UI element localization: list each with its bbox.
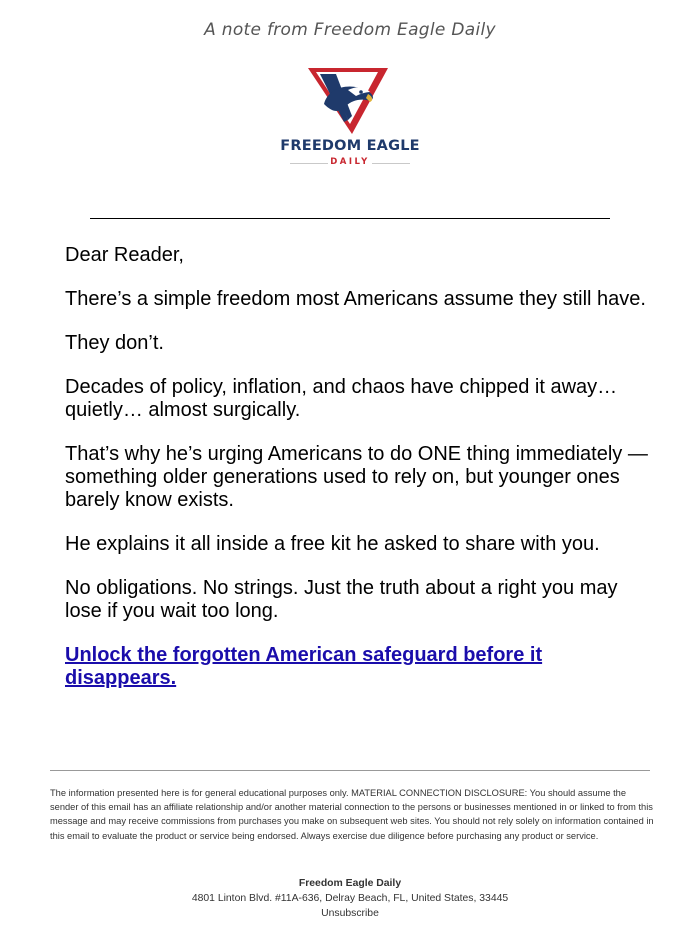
eagle-icon	[308, 68, 392, 136]
paragraph: There’s a simple freedom most Americans assume they still have.	[65, 288, 646, 310]
paragraph: Decades of policy, inflation, and chaos have chipped it away… quietly… almost surgically.	[65, 376, 618, 421]
paragraph: He explains it all inside a free kit he asked to share with you.	[65, 533, 600, 555]
logo-wordmark: FREEDOM EAGLE	[280, 138, 420, 154]
footer	[0, 876, 700, 921]
logo-sub-row	[282, 157, 418, 169]
footer-company: Freedom Eagle Daily	[298, 878, 402, 889]
greeting: Dear Reader,	[65, 244, 184, 266]
letter-body	[65, 244, 650, 711]
paragraph: That’s why he’s urging Americans to do ONE thing immediately — something older generations used to rely on, but younger ones barely know exists.	[65, 443, 648, 511]
paragraph: No obligations. No strings. Just the truth about a right you may lose if you wait too long.	[65, 577, 618, 622]
divider	[50, 770, 650, 771]
cta-paragraph	[65, 644, 650, 690]
divider	[90, 218, 610, 219]
unsubscribe-link[interactable]: Unsubscribe	[321, 908, 379, 919]
header-note: A note from Freedom Eagle Daily	[204, 20, 496, 40]
paragraph: They don’t.	[65, 332, 164, 354]
logo-subtitle: DAILY	[330, 157, 370, 167]
footer-address: 4801 Linton Blvd. #11A-636, Delray Beach, FL, United States, 33445	[191, 893, 509, 904]
brand-logo	[280, 68, 420, 172]
disclaimer: The information presented here is for general educational purposes only. MATERIAL CONNECTION DISCLOSURE: You should assume the sender of this email has an affiliate relationship and/or another material connection to the persons or businesses mentioned in or linked to from this message and may receive commissions from purchases you make on subsequent web sites. You should not rely solely on information contained in this email to evaluate the product or service being endorsed. Always exercise due diligence before purchasing any product or service.	[50, 788, 654, 841]
cta-link[interactable]: Unlock the forgotten American safeguard before it disappears.	[65, 644, 543, 689]
